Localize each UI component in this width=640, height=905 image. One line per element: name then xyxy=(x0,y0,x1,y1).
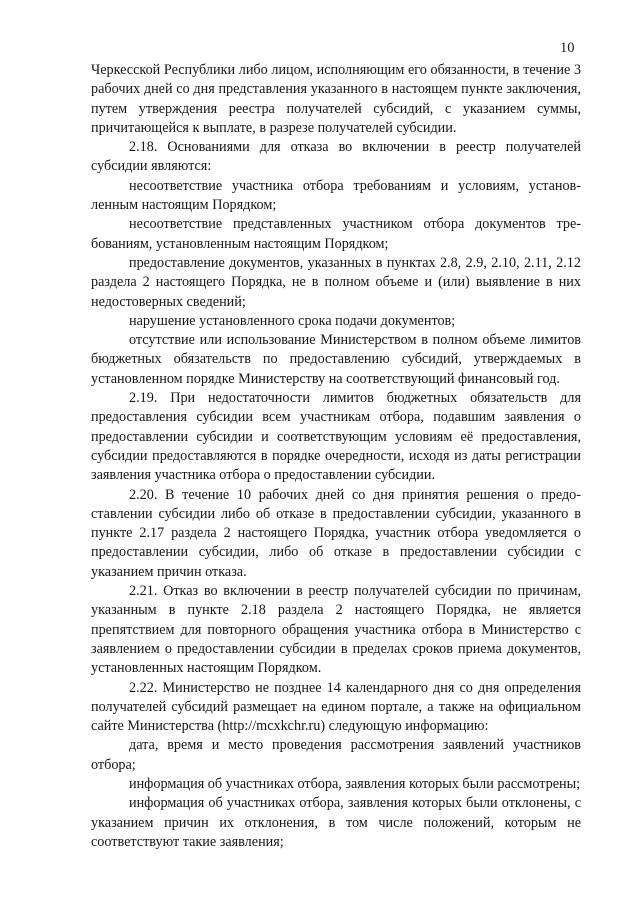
paragraph-2-19: 2.19. При недостаточности лимитов бюджетных обязательств для предоставления субсидии всем участникам отбора, подавшим заявления о предоставлении субсидии и соответствующим условиям её предоставления, субсидии предоставляются в порядке очередности, исходя из даты регистрации заявления участника отбора о предоставлении субсидии. xyxy=(91,390,581,484)
document-body xyxy=(91,61,581,852)
list-item-info-rejected: информация об участниках отбора, заявления которых были отклонены, с указанием причин их отклонения, в том числе положений, которым не соответствуют такие заявления; xyxy=(91,795,581,850)
page-number: 10 xyxy=(560,40,575,56)
list-item-info-reviewed: информация об участниках отбора, заявления которых были рассмотрены; xyxy=(129,775,581,792)
list-item-ground-documents: несоответствие представленных участником отбора документов требованиям, установленным настоящим Порядком; xyxy=(91,216,581,252)
paragraph-2-18: 2.18. Основаниями для отказа во включении в реестр получателей субсидии являются: xyxy=(91,139,581,175)
paragraph-2-20: 2.20. В течение 10 рабочих дней со дня принятия решения о предоставлении субсидии либо об отказе в предоставлении субсидии, указанного в пункте 2.17 раздела 2 настоящего Порядка, участник отбора уведомляется о предоставлении субсидии, либо об отказе в предоставлении субсидии с указанием причин отказа. xyxy=(91,486,581,580)
list-item-info-date: дата, время и место проведения рассмотрения заявлений участников отбора; xyxy=(91,737,581,773)
list-item-ground-deadline: нарушение установленного срока подачи документов; xyxy=(129,312,456,329)
list-item-ground-limits: отсутствие или использование Министерством в полном объеме лимитов бюджетных обязательств по предоставлению субсидий, утверждаемых в установленном порядке Министерству на соответствующий финансовый год. xyxy=(91,332,581,387)
list-item-ground-requirements: несоответствие участника отбора требованиям и условиям, установленным настоящим Порядком; xyxy=(91,177,581,214)
paragraph-continuation: Черкесской Республики либо лицом, исполняющим его обязанности, в течение 3 рабочих дней со дня представления указанного в настоящем пункте заключения, путем утверждения реестра получателей субсидий, с указанием суммы, причитающейся к выплате, в разрезе получателей субсидии. xyxy=(91,62,581,136)
list-item-ground-incomplete: предоставление документов, указанных в пунктах 2.8, 2.9, 2.10, 2.11, 2.12 раздела 2 настоящего Порядка, не в полном объеме и (или) выявление в них недостоверных сведений; xyxy=(91,254,581,310)
paragraph-2-22: 2.22. Министерство не позднее 14 календарного дня со дня определения получателей субсидий размещает на едином портале, а также на официальном сайте Министерства (http://mcxkchr.ru) следующую информацию: xyxy=(91,679,581,735)
paragraph-2-21: 2.21. Отказ во включении в реестр получателей субсидии по причинам, указанным в пункте 2.18 раздела 2 настоящего Порядка, не является препятствием для повторного обращения участника отбора в Министерство с заявлением о предоставлении субсидии в пределах сроков приема документов, установленных настоящим Порядком. xyxy=(91,583,581,677)
